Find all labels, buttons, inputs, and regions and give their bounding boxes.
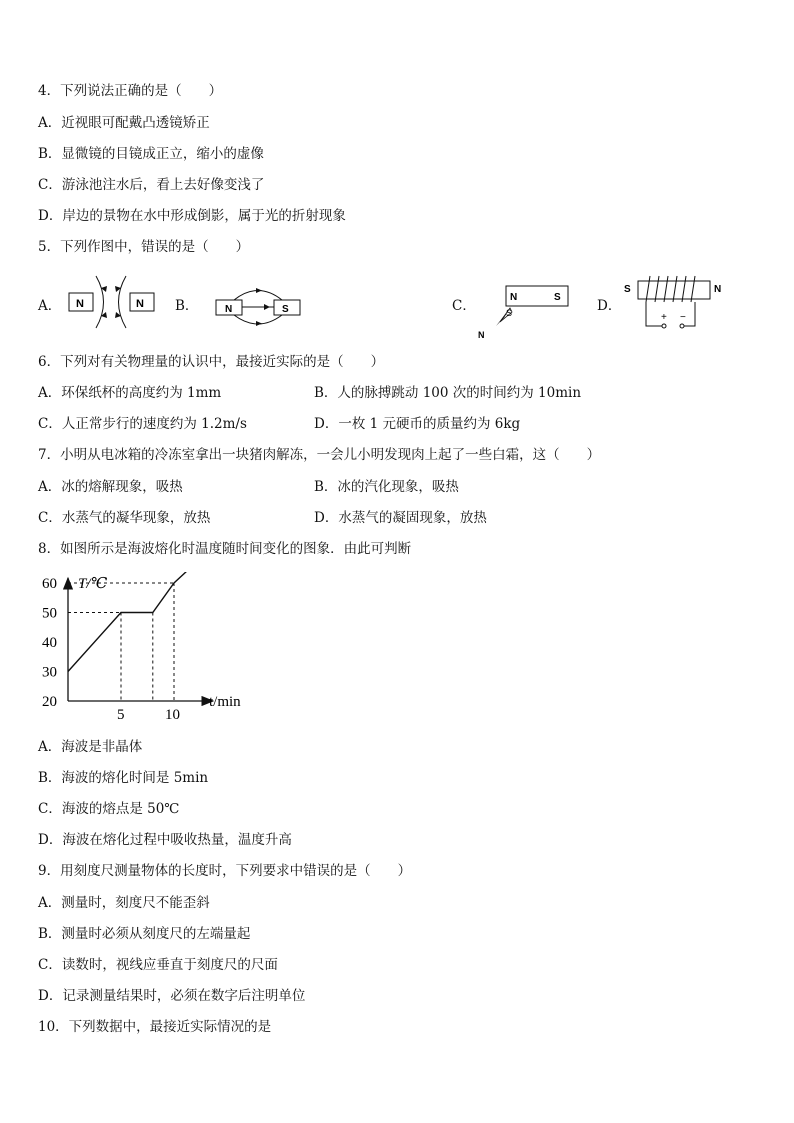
q7-option-c: C．水蒸气的凝华现象，放热 [38,510,211,526]
q4-stem: 4．下列说法正确的是（ ） [38,83,223,99]
wire [646,302,662,326]
y-tick-label: 20 [42,694,57,710]
pole-label: N [478,330,485,340]
solenoid-coil [646,276,695,302]
arrow-icon [256,288,262,293]
y-tick-label: 60 [42,576,57,592]
plus-label: + [661,312,667,323]
q8-option-b: B．海波的熔化时间是 5min [38,770,209,786]
y-tick-label: 50 [42,605,57,622]
q8-option-c: C．海波的熔点是 50℃ [38,801,180,817]
q6-option-a: A．环保纸杯的高度约为 1mm [38,385,222,401]
field-line [96,276,104,328]
x-axis-label: t/min [209,694,241,710]
q5-label-c: C． [452,298,476,314]
melting-chart [36,572,250,724]
q8-stem: 8．如图所示是海波熔化时温度随时间变化的图象．由此可判断 [38,541,412,557]
q10-stem: 10．下列数据中，最接近实际情况的是 [38,1019,272,1035]
pole-label: N [714,284,722,295]
x-tick-label: 10 [165,707,180,723]
q5-label-b: B． [175,298,199,314]
q4-option-b: B．显微镜的目镜成正立，缩小的虚像 [38,146,264,162]
pole-label: S [554,292,561,303]
pole-label: S [506,308,513,318]
y-axis-label: T/℃ [78,576,108,592]
q9-option-a: A．测量时，刻度尺不能歪斜 [38,895,210,911]
q5-label-d: D． [597,298,622,314]
y-tick-label: 30 [42,664,57,681]
q5-figure-d [622,274,732,336]
q4-option-a: A．近视眼可配戴凸透镜矫正 [38,115,210,131]
q5-stem: 5．下列作图中，错误的是（ ） [38,239,250,255]
arrow-icon [264,304,270,310]
q6-stem: 6．下列对有关物理量的认识中，最接近实际的是（ ） [38,354,385,370]
q4-option-c: C．游泳池注水后，看上去好像变浅了 [38,177,265,193]
q6-option-d: D．一枚 1 元硬币的质量约为 6kg [314,416,521,432]
q8-option-d: D．海波在熔化过程中吸收热量，温度升高 [38,832,292,848]
terminal-icon [662,324,666,328]
q9-stem: 9．用刻度尺测量物体的长度时，下列要求中错误的是（ ） [38,863,412,879]
q9-option-c: C．读数时，视线应垂直于刻度尺的尺面 [38,957,278,973]
q9-option-b: B．测量时必须从刻度尺的左端量起 [38,926,251,942]
q7-stem: 7．小明从电冰箱的冷冻室拿出一块猪肉解冻，一会儿小明发现肉上起了一些白霜，这（ ） [38,447,601,463]
q5-figure-b [212,285,304,329]
pole-label: S [282,304,289,315]
q5-label-a: A． [38,298,62,314]
q4-option-d: D．岸边的景物在水中形成倒影，属于光的折射现象 [38,208,346,224]
q7-option-a: A．冰的熔解现象，吸热 [38,479,183,495]
pole-label: N [136,298,144,310]
q7-option-b: B．冰的汽化现象，吸热 [314,479,459,495]
arrow-icon [256,321,262,326]
y-tick-label: 40 [42,635,57,651]
pole-label: N [510,292,518,303]
q5-figure-a [66,272,158,336]
q8-option-a: A．海波是非晶体 [38,739,143,755]
minus-label: − [680,312,686,323]
q9-option-d: D．记录测量结果时，必须在数字后注明单位 [38,988,306,1004]
x-tick-label: 5 [117,707,125,723]
field-line [119,276,127,328]
q5-figure-c [474,282,574,342]
q7-option-d: D．水蒸气的凝固现象，放热 [314,510,487,526]
q6-option-c: C．人正常步行的速度约为 1.2m/s [38,416,247,432]
terminal-icon [680,324,684,328]
pole-label: N [225,304,233,315]
pole-label: N [76,298,84,310]
q6-option-b: B．人的脉搏跳动 100 次的时间约为 10min [314,385,582,401]
pole-label: S [624,284,631,295]
